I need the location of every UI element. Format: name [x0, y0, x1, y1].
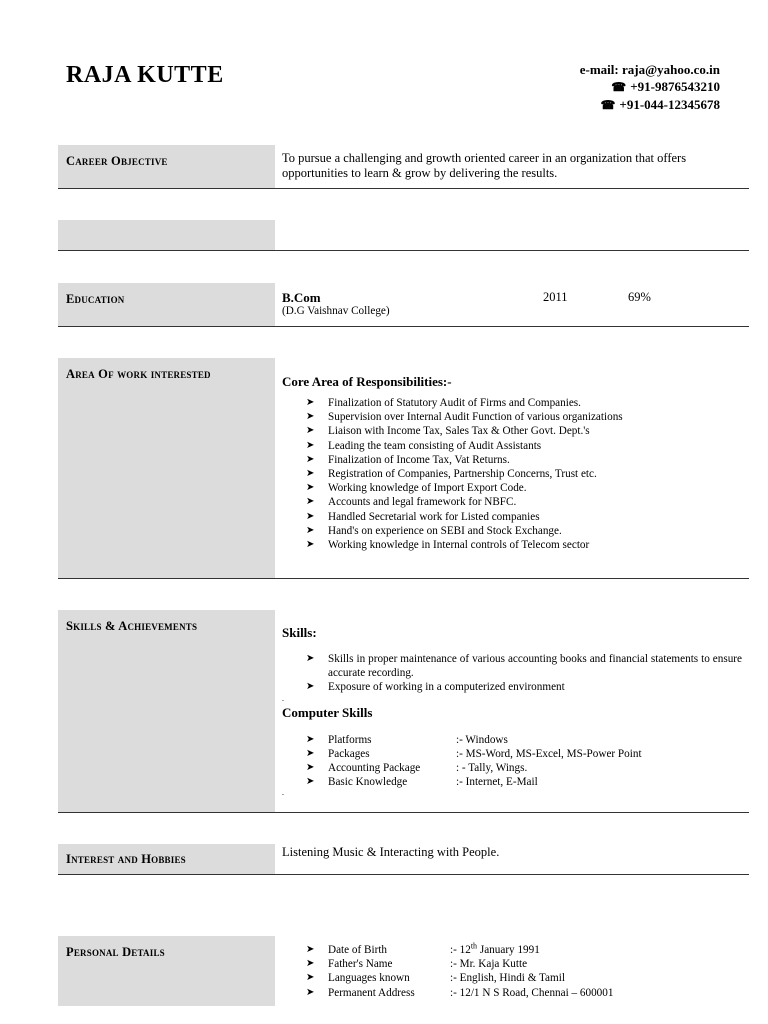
arrow-bullet-icon: ➤ — [306, 510, 315, 522]
list-item: ➤ Handled Secretarial work for Listed companies — [306, 510, 540, 523]
arrow-bullet-icon: ➤ — [306, 453, 315, 465]
list-item: ➤ Permanent Address :- 12/1 N S Road, Chennai – 600001 — [306, 986, 614, 999]
arrow-bullet-icon: ➤ — [306, 482, 315, 494]
responsibilities-heading: Core Area of Responsibilities:- — [282, 374, 452, 389]
area-of-work-label-box — [58, 358, 275, 578]
list-item: ➤ Platforms :- Windows — [306, 733, 508, 746]
list-item: ➤ Accounts and legal framework for NBFC. — [306, 496, 517, 509]
arrow-bullet-icon: ➤ — [306, 524, 315, 536]
phone-line-2 — [580, 96, 720, 114]
career-objective-label: Career Objective — [66, 154, 168, 168]
personal-details-content — [282, 943, 744, 1000]
interests-text: Listening Music & Interacting with People. — [282, 845, 500, 859]
education-content — [282, 290, 744, 318]
arrow-bullet-icon: ➤ — [306, 958, 315, 970]
education-label-box — [58, 283, 275, 326]
skills-content — [282, 625, 744, 797]
telephone-icon: ☎ — [611, 80, 627, 94]
list-item: ➤ Leading the team consisting of Audit Assistants — [306, 439, 542, 452]
section-divider — [58, 874, 749, 875]
arrow-bullet-icon: ➤ — [306, 776, 315, 788]
personal-details-list — [282, 943, 744, 1000]
list-item: ➤ Finalization of Income Tax, Vat Returns. — [306, 453, 510, 466]
section-divider — [58, 326, 749, 327]
skills-label: Skills & Achievements — [66, 619, 198, 633]
interests-label-box — [58, 844, 275, 874]
list-item: ➤ Packages :- MS-Word, MS-Excel, MS-Power Point — [306, 747, 642, 760]
computer-skills-heading: Computer Skills — [282, 704, 373, 720]
education-college: (D.G Vaishnav College) — [282, 305, 390, 317]
list-item: ➤ Exposure of working in a computerized environment — [306, 681, 565, 694]
stray-mark: . — [282, 693, 284, 703]
telephone-icon: ☎ — [600, 98, 616, 112]
list-item: ➤ Skills in proper maintenance of various accounting books and financial statements to ensure accurate recording. — [306, 653, 742, 680]
skills-label-box — [58, 610, 275, 812]
list-item: ➤ Finalization of Statutory Audit of Firms and Companies. — [306, 397, 581, 409]
phone-number-2: +91-044-12345678 — [619, 97, 720, 112]
skills-heading: Skills: — [282, 625, 317, 640]
arrow-bullet-icon: ➤ — [306, 653, 315, 664]
area-of-work-label: Area Of work interested — [66, 367, 211, 381]
phone-line-1 — [580, 78, 720, 96]
arrow-bullet-icon: ➤ — [306, 439, 315, 451]
phone-number-1: +91-9876543210 — [630, 79, 720, 94]
stray-mark: . — [282, 788, 284, 798]
list-item: ➤ Working knowledge in Internal controls of Telecom sector — [306, 539, 590, 552]
section-divider — [58, 250, 749, 251]
list-item: ➤ Liaison with Income Tax, Sales Tax & Other Govt. Dept.'s — [306, 425, 590, 438]
list-item: ➤ Accounting Package : - Tally, Wings. — [306, 762, 528, 775]
arrow-bullet-icon: ➤ — [306, 944, 315, 955]
responsibilities-list — [282, 396, 744, 552]
arrow-bullet-icon: ➤ — [306, 411, 315, 423]
arrow-bullet-icon: ➤ — [306, 496, 315, 508]
section-divider — [58, 578, 749, 579]
list-item: ➤ Basic Knowledge :- Internet, E-Mail — [306, 776, 538, 789]
personal-details-label-box — [58, 936, 275, 1006]
education-percentage: 69% — [628, 290, 651, 304]
arrow-bullet-icon: ➤ — [306, 747, 315, 759]
education-year: 2011 — [543, 290, 568, 304]
career-objective-text: To pursue a challenging and growth oriented career in an organization that offers opportunities to learn & grow by delivering the results. — [282, 151, 687, 180]
arrow-bullet-icon: ➤ — [306, 425, 315, 437]
contact-block — [580, 61, 720, 114]
section-divider — [58, 188, 749, 189]
skills-list — [282, 652, 742, 695]
email-line: e-mail: raja@yahoo.co.in — [579, 62, 720, 77]
section-divider — [58, 812, 749, 813]
list-item: ➤ Hand's on experience on SEBI and Stock Exchange. — [306, 524, 562, 537]
arrow-bullet-icon: ➤ — [306, 733, 315, 745]
area-of-work-content — [282, 374, 744, 552]
list-item: ➤ Date of Birth :- 12th January 1991 — [306, 941, 540, 956]
list-item: ➤ Languages known :- English, Hindi & Tamil — [306, 972, 565, 985]
candidate-name: RAJA KUTTE — [66, 62, 224, 88]
arrow-bullet-icon: ➤ — [306, 986, 315, 998]
list-item: ➤ Father's Name :- Mr. Kaja Kutte — [306, 958, 528, 971]
list-item: ➤ Registration of Companies, Partnership Concerns, Trust etc. — [306, 468, 597, 481]
career-objective-label-box — [58, 145, 275, 188]
arrow-bullet-icon: ➤ — [306, 539, 315, 551]
list-item: ➤ Supervision over Internal Audit Function of various organizations — [306, 411, 623, 424]
arrow-bullet-icon: ➤ — [306, 397, 315, 408]
arrow-bullet-icon: ➤ — [306, 762, 315, 774]
arrow-bullet-icon: ➤ — [306, 972, 315, 984]
blank-label-box — [58, 220, 275, 250]
computer-skills-list — [282, 733, 744, 790]
arrow-bullet-icon: ➤ — [306, 468, 315, 480]
interests-label: Interest and Hobbies — [66, 852, 186, 866]
arrow-bullet-icon: ➤ — [306, 681, 315, 693]
personal-details-label: Personal Details — [66, 945, 165, 959]
education-degree: B.Com — [282, 290, 321, 305]
education-label: Education — [66, 292, 125, 306]
list-item: ➤ Working knowledge of Import Export Code. — [306, 482, 527, 495]
